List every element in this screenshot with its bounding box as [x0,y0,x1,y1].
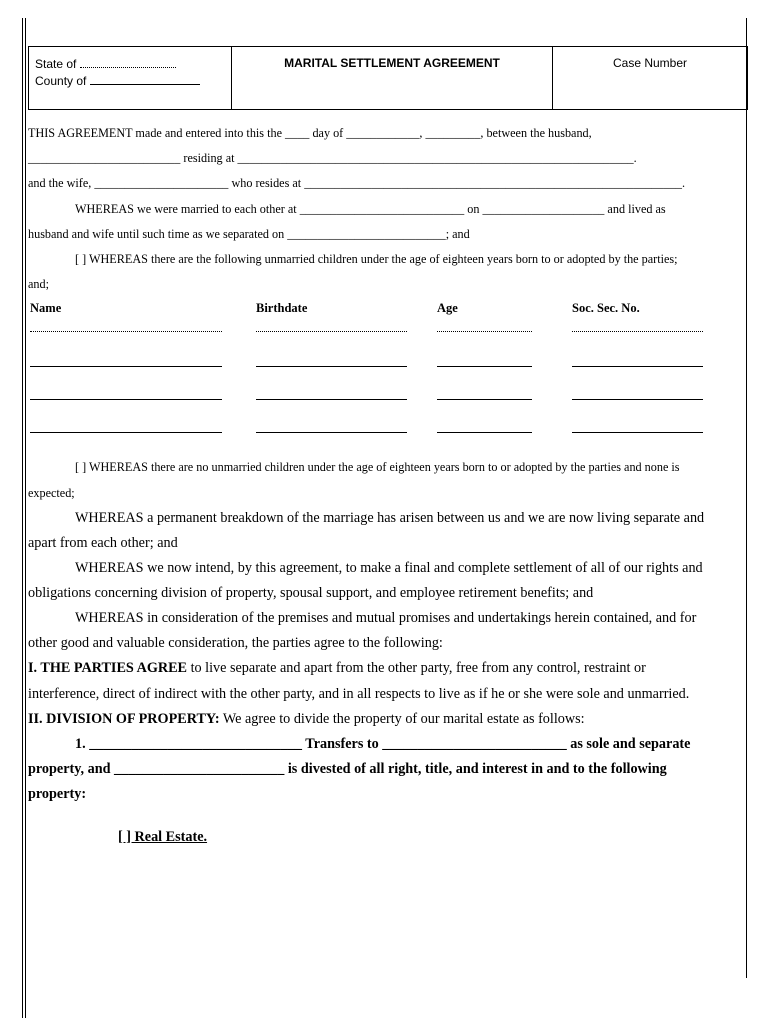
child-name-field[interactable] [30,366,222,367]
left-border-line-inner [25,18,26,1018]
section-2-heading: II. DIVISION OF PROPERTY: [28,711,220,727]
section-1-cont: interference, direct of indirect with the other party, and in all respects to live as if he or she were sole and unmarried. [28,686,690,702]
child-ssn-field[interactable] [572,331,703,332]
child-name-field[interactable] [30,331,222,332]
property-item-1-end: property: [28,786,87,802]
section-1-heading: I. THE PARTIES AGREE [28,660,188,676]
child-age-field[interactable] [437,432,532,433]
whereas-breakdown: WHEREAS a permanent breakdown of the marriage has arisen between us and we are now living separate and [75,510,705,526]
married-at-line: WHEREAS we were married to each other at ___________________________ on ____________________ and lived as [75,202,666,216]
separated-line: husband and wife until such time as we separated on __________________________; and [28,227,470,241]
child-age-field[interactable] [437,399,532,400]
child-name-field[interactable] [30,432,222,433]
section-1-text: to live separate and apart from the other party, free from any control, restraint or [187,660,646,676]
child-ssn-field[interactable] [572,366,703,367]
state-label: State of [35,57,77,71]
child-age-field[interactable] [437,366,532,367]
col-header-age: Age [437,301,458,315]
col-header-name: Name [30,301,62,315]
col-header-ssn: Soc. Sec. No. [572,301,640,315]
children-checkbox-line: [ ] WHEREAS there are the following unmarried children under the age of eighteen years born to or adopted by the parties; [75,252,678,266]
child-birthdate-field[interactable] [256,366,407,367]
section-2-text: We agree to divide the property of our marital estate as follows: [219,711,585,727]
property-item-1: 1. ______________________________ Transfers to __________________________ as sole and separate [75,736,691,752]
whereas-consideration: WHEREAS in consideration of the premises and mutual promises and undertakings herein contained, and for [75,610,697,626]
whereas-breakdown-cont: apart from each other; and [28,535,178,551]
section-1 [28,660,646,677]
property-item-1-cont: property, and ________________________ is divested of all right, title, and interest in and to the following [28,761,667,777]
whereas-settlement-cont: obligations concerning division of property, spousal support, and employee retirement benefits; and [28,585,594,601]
child-name-field[interactable] [30,399,222,400]
wife-residence-line: and the wife, ______________________ who resides at ______________________________________________________________. [28,176,686,190]
real-estate-checkbox[interactable]: [ ] Real Estate. [118,829,208,845]
child-ssn-field[interactable] [572,432,703,433]
husband-residence-line: _________________________ residing at _________________________________________________________________. [28,151,637,165]
header-table [28,46,748,110]
county-label: County of [35,74,87,88]
child-ssn-field[interactable] [572,399,703,400]
section-2 [28,711,585,728]
child-birthdate-field[interactable] [256,432,407,433]
expected-line: expected; [28,486,75,500]
state-field[interactable] [80,56,176,68]
left-border-line [22,18,23,1018]
and-line: and; [28,277,49,291]
county-field[interactable] [90,73,200,85]
no-children-checkbox-line: [ ] WHEREAS there are no unmarried children under the age of eighteen years born to or adopted by the parties and none is [75,460,680,474]
child-birthdate-field[interactable] [256,399,407,400]
whereas-consideration-cont: other good and valuable consideration, the parties agree to the following: [28,635,443,651]
right-border-line [746,18,747,978]
child-birthdate-field[interactable] [256,331,407,332]
jurisdiction-cell [29,47,232,109]
document-title: MARITAL SETTLEMENT AGREEMENT [232,47,553,109]
case-number-label: Case Number [612,56,688,70]
child-age-field[interactable] [437,331,532,332]
whereas-settlement: WHEREAS we now intend, by this agreement, to make a final and complete settlement of all of our rights and [75,560,703,576]
agreement-intro-line: THIS AGREEMENT made and entered into this the ____ day of ____________, _________, between the husband, [28,126,592,140]
col-header-birthdate: Birthdate [256,301,308,315]
